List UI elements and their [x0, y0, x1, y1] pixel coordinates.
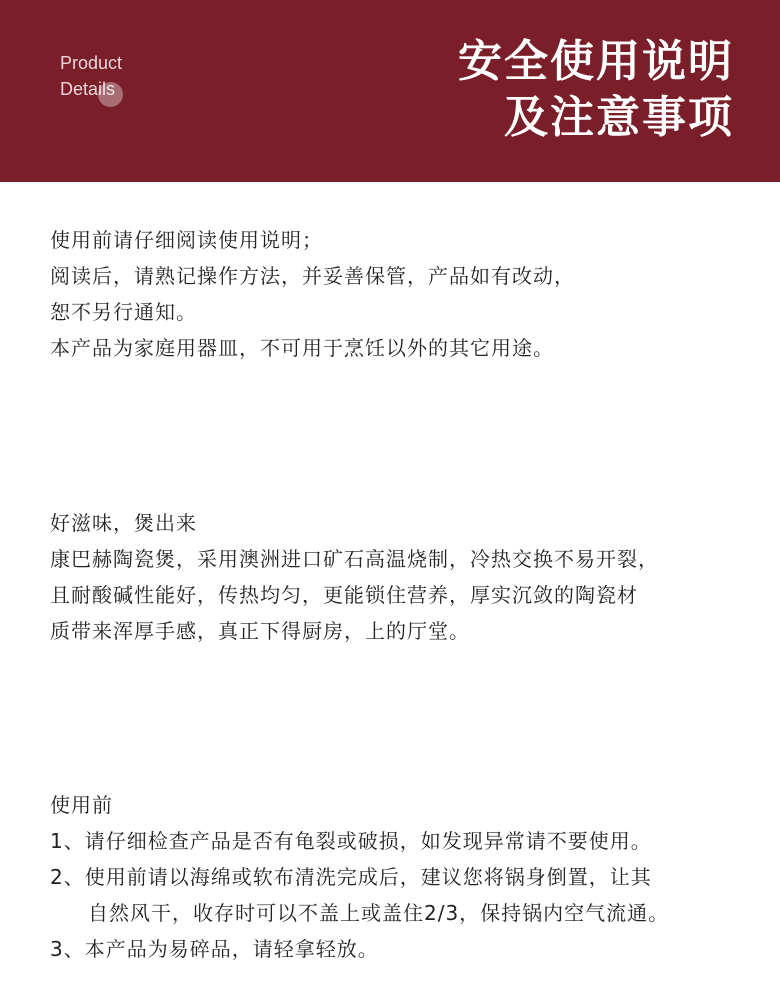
flavor-line: 质带来浑厚手感，真正下得厨房，上的厅堂。 [50, 619, 470, 643]
page-title-line1: 安全使用说明 [458, 36, 734, 87]
header-banner [0, 0, 780, 182]
intro-line: 阅读后，请熟记操作方法，并妥善保管，产品如有改动， [50, 264, 575, 288]
decorative-dot-icon [98, 82, 123, 107]
before-use-item: 3、本产品为易碎品，请轻拿轻放。 [50, 937, 379, 961]
flavor-heading: 好滋味，煲出来 [50, 511, 197, 535]
before-use-item: 1、请仔细检查产品是否有龟裂或破损，如发现异常请不要使用。 [50, 829, 652, 853]
product-details-line2: Details [60, 79, 116, 99]
flavor-section [50, 505, 740, 649]
before-use-item-continued: 自然风干，收存时可以不盖上或盖住2/3，保持锅内空气流通。 [88, 901, 670, 925]
before-use-heading: 使用前 [50, 793, 113, 817]
intro-section [50, 222, 740, 366]
intro-line: 使用前请仔细阅读使用说明； [50, 228, 323, 252]
intro-line: 恕不另行通知。 [50, 300, 197, 324]
page-title [458, 34, 734, 146]
before-use-item: 2、使用前请以海绵或软布清洗完成后，建议您将锅身倒置，让其 [50, 865, 652, 889]
product-details-line1: Product [60, 53, 123, 73]
before-use-section [50, 787, 740, 967]
page-title-line2: 及注意事项 [504, 92, 734, 143]
intro-line: 本产品为家庭用器皿，不可用于烹饪以外的其它用途。 [50, 336, 554, 360]
flavor-line: 康巴赫陶瓷煲，采用澳洲进口矿石高温烧制，冷热交换不易开裂， [50, 547, 659, 571]
flavor-line: 且耐酸碱性能好，传热均匀，更能锁住营养，厚实沉敛的陶瓷材 [50, 583, 638, 607]
